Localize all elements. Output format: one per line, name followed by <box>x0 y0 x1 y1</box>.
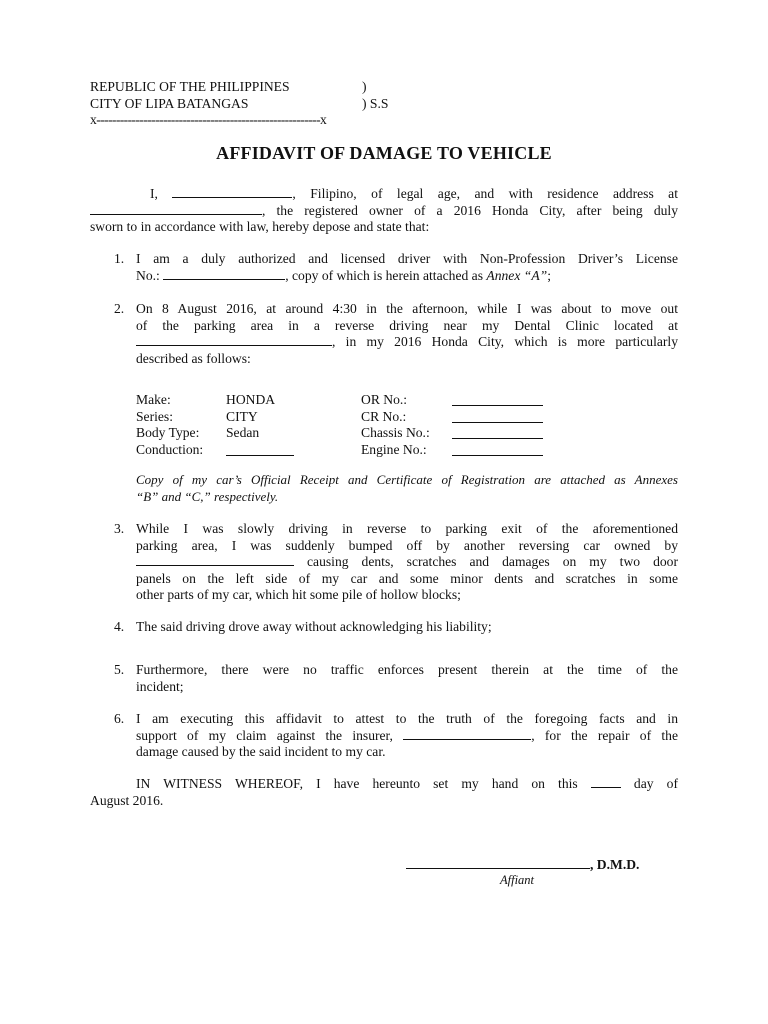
header-ss: ) S.S <box>362 96 389 111</box>
item-1-line-2: No.: , copy of which is herein attached as Annex “A”; <box>136 267 551 283</box>
item-number: 4. <box>114 619 125 634</box>
item-6-line-1: I am executing this affidavit to attest to the truth of the foregoing facts and in <box>136 711 678 726</box>
vehicle-label: Conduction: <box>136 442 204 457</box>
cr-number-blank <box>452 410 543 423</box>
vehicle-label: Body Type: <box>136 425 200 440</box>
engine-number-blank <box>452 443 543 456</box>
vehicle-value: CITY <box>226 409 258 424</box>
header-paren: ) <box>362 79 367 94</box>
name-blank <box>172 186 292 198</box>
conduction-blank <box>226 443 294 456</box>
item-2-line-1: On 8 August 2016, at around 4:30 in the afternoon, while I was about to move out <box>136 301 678 316</box>
signature-line <box>406 868 590 869</box>
document-title: AFFIDAVIT OF DAMAGE TO VEHICLE <box>216 143 552 163</box>
address-blank <box>90 203 262 215</box>
vehicle-label: Engine No.: <box>361 442 427 457</box>
item-3-line-5: other parts of my car, which hit some pile of hollow blocks; <box>136 587 461 602</box>
item-3 <box>136 521 678 604</box>
intro-line-1: I, , Filipino, of legal age, and with residence address at <box>150 186 678 201</box>
chassis-number-blank <box>452 426 543 439</box>
item-1-line-1: I am a duly authorized and licensed driver with Non-Profession Driver’s License <box>136 251 678 266</box>
item-number: 2. <box>114 301 125 316</box>
item-3-line-2: parking area, I was suddenly bumped off by another reversing car owned by <box>136 537 678 553</box>
item-3-line-3: causing dents, scratches and damages on my two door <box>136 554 678 571</box>
item-number: 1. <box>114 251 125 266</box>
header-divider: x---------------------------------------------------------x <box>90 112 327 127</box>
item-number: 6. <box>114 711 125 726</box>
annex-note <box>136 472 678 505</box>
witness-clause <box>90 776 678 809</box>
clinic-location-blank <box>136 334 332 346</box>
vehicle-value: Sedan <box>226 425 260 440</box>
witness-line-1: IN WITNESS WHEREOF, I have hereunto set my hand on this day of <box>136 776 678 791</box>
vehicle-label: OR No.: <box>361 392 408 407</box>
item-6-line-3: damage caused by the said incident to my car. <box>136 744 386 759</box>
item-1 <box>136 251 678 284</box>
day-blank <box>591 776 621 788</box>
item-6-line-2: support of my claim against the insurer, , for the repair of the <box>136 727 678 743</box>
item-number: 5. <box>114 662 125 677</box>
annex-note-line-2: “B” and “C,” respectively. <box>136 488 279 504</box>
intro-line-3: sworn to in accordance with law, hereby depose and state that: <box>90 219 430 234</box>
vehicle-label: Make: <box>136 392 171 407</box>
item-5-line-2: incident; <box>136 678 184 694</box>
witness-line-2: August 2016. <box>90 792 164 808</box>
item-6 <box>136 711 678 761</box>
intro-line-2: , the registered owner of a 2016 Honda City, after being duly <box>90 203 678 220</box>
other-owner-blank <box>136 554 294 566</box>
vehicle-label: CR No.: <box>361 409 407 424</box>
annex-note-line-1: Copy of my car’s Official Receipt and Certificate of Registration are attached as Annexes <box>136 472 678 487</box>
item-5 <box>136 662 678 695</box>
affiant-label: Affiant <box>500 873 535 887</box>
license-blank <box>163 268 285 280</box>
item-2-line-3: , in my 2016 Honda City, which is more particularly <box>136 334 678 351</box>
item-5-line-1: Furthermore, there were no traffic enforces present therein at the time of the <box>136 662 678 677</box>
vehicle-label: Chassis No.: <box>361 425 430 440</box>
intro-paragraph <box>90 186 678 236</box>
vehicle-label: Series: <box>136 409 173 424</box>
item-3-line-1: While I was slowly driving in reverse to parking exit of the aforementioned <box>136 521 678 536</box>
vehicle-value: HONDA <box>226 392 276 407</box>
or-number-blank <box>452 393 543 406</box>
header-republic: REPUBLIC OF THE PHILIPPINES <box>90 79 290 94</box>
item-2 <box>136 301 678 367</box>
item-2-line-4: described as follows: <box>136 350 251 366</box>
header-city: CITY OF LIPA BATANGAS <box>90 96 249 111</box>
item-4: The said driving drove away without acknowledging his liability; <box>136 619 492 634</box>
item-2-line-2: of the parking area in a reverse driving near my Dental Clinic located at <box>136 317 678 333</box>
item-3-line-4: panels on the left side of my car and some minor dents and scratches in some <box>136 570 678 586</box>
insurer-blank <box>403 728 531 740</box>
item-number: 3. <box>114 521 125 536</box>
signature-suffix: , D.M.D. <box>590 857 640 872</box>
